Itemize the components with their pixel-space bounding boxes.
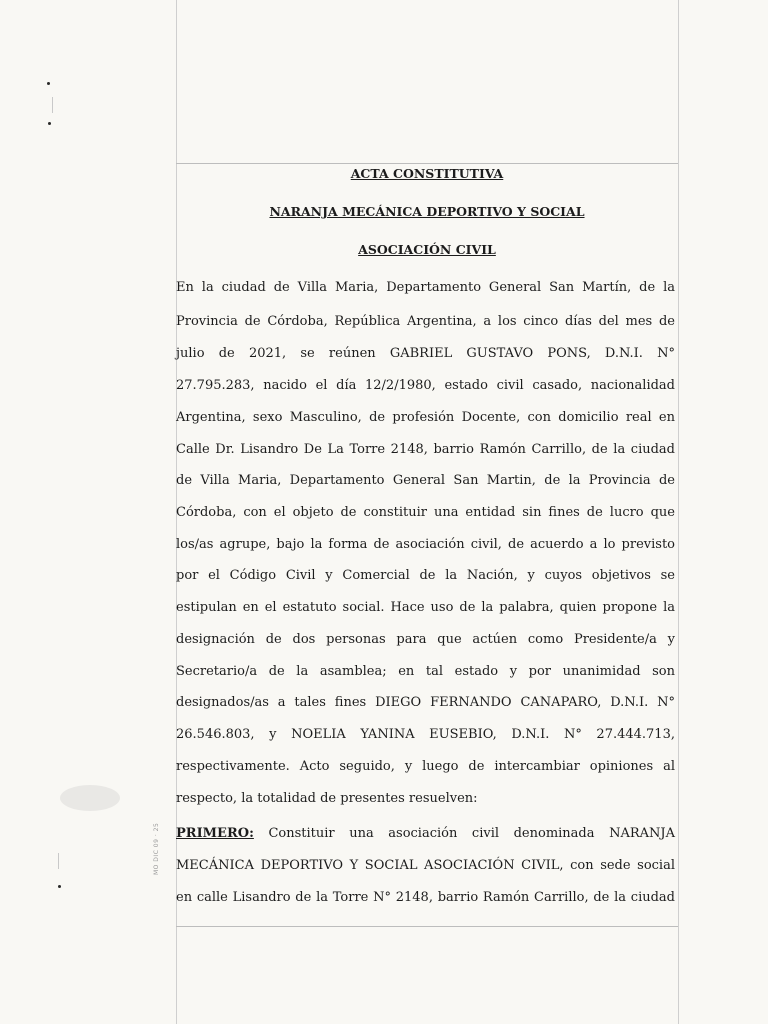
text-line: Calle Dr. Lisandro De La Torre 2148, barrio Ramón Carrillo, de la ciudad (176, 442, 675, 457)
text-line: 26.546.803, y NOELIA YANINA EUSEBIO, D.N.I. N° 27.444.713, (176, 727, 675, 742)
right-margin-rule (678, 0, 679, 1024)
scan-tick (52, 97, 53, 113)
clause-label: PRIMERO: (176, 826, 254, 841)
scan-speck (58, 885, 61, 888)
scan-smudge (60, 785, 120, 811)
scan-speck (47, 82, 50, 85)
text-line: por el Código Civil y Comercial de la Nación, y cuyos objetivos se (176, 568, 675, 583)
title-acta: ACTA CONSTITUTIVA (350, 166, 504, 181)
bottom-rule (176, 926, 678, 927)
text-line: Córdoba, con el objeto de constituir una entidad sin fines de lucro que (176, 505, 675, 520)
text-line: Provincia de Córdoba, República Argentina, a los cinco días del mes de (176, 314, 675, 329)
title-type: ASOCIACIÓN CIVIL (358, 242, 496, 257)
text-line: Secretario/a de la asamblea; en tal estado y por unanimidad son (176, 664, 675, 679)
text-line: designados/as a tales fines DIEGO FERNANDO CANAPARO, D.N.I. N° (176, 695, 675, 710)
clause-text: Constituir una asociación civil denominada NARANJA (253, 826, 675, 841)
text-line: respectivamente. Acto seguido, y luego de intercambiar opiniones al (176, 759, 675, 774)
text-line: MECÁNICA DEPORTIVO Y SOCIAL ASOCIACIÓN CIVIL, con sede social (176, 858, 675, 873)
scan-tick (58, 853, 59, 869)
text-line: Argentina, sexo Masculino, de profesión Docente, con domicilio real en (176, 410, 675, 425)
text-line: los/as agrupe, bajo la forma de asociación civil, de acuerdo a lo previsto (176, 537, 675, 552)
text-line: respecto, la totalidad de presentes resuelven: (176, 791, 478, 806)
margin-stamp: MO DIC 09 · 25 (153, 822, 160, 875)
text-line: estipulan en el estatuto social. Hace uso de la palabra, quien propone la (176, 600, 675, 615)
text-line: designación de dos personas para que actúen como Presidente/a y (176, 632, 675, 647)
text-line: En la ciudad de Villa Maria, Departamento General San Martín, de la (176, 280, 675, 295)
text-line: julio de 2021, se reúnen GABRIEL GUSTAVO PONS, D.N.I. N° (176, 346, 675, 361)
top-rule (176, 163, 678, 164)
scan-speck (48, 122, 51, 125)
text-line: de Villa Maria, Departamento General San Martin, de la Provincia de (176, 473, 675, 488)
text-line (176, 826, 675, 842)
title-entity: NARANJA MECÁNICA DEPORTIVO Y SOCIAL (269, 204, 585, 219)
text-line: en calle Lisandro de la Torre N° 2148, barrio Ramón Carrillo, de la ciudad (176, 890, 675, 905)
text-line: 27.795.283, nacido el día 12/2/1980, estado civil casado, nacionalidad (176, 378, 675, 393)
